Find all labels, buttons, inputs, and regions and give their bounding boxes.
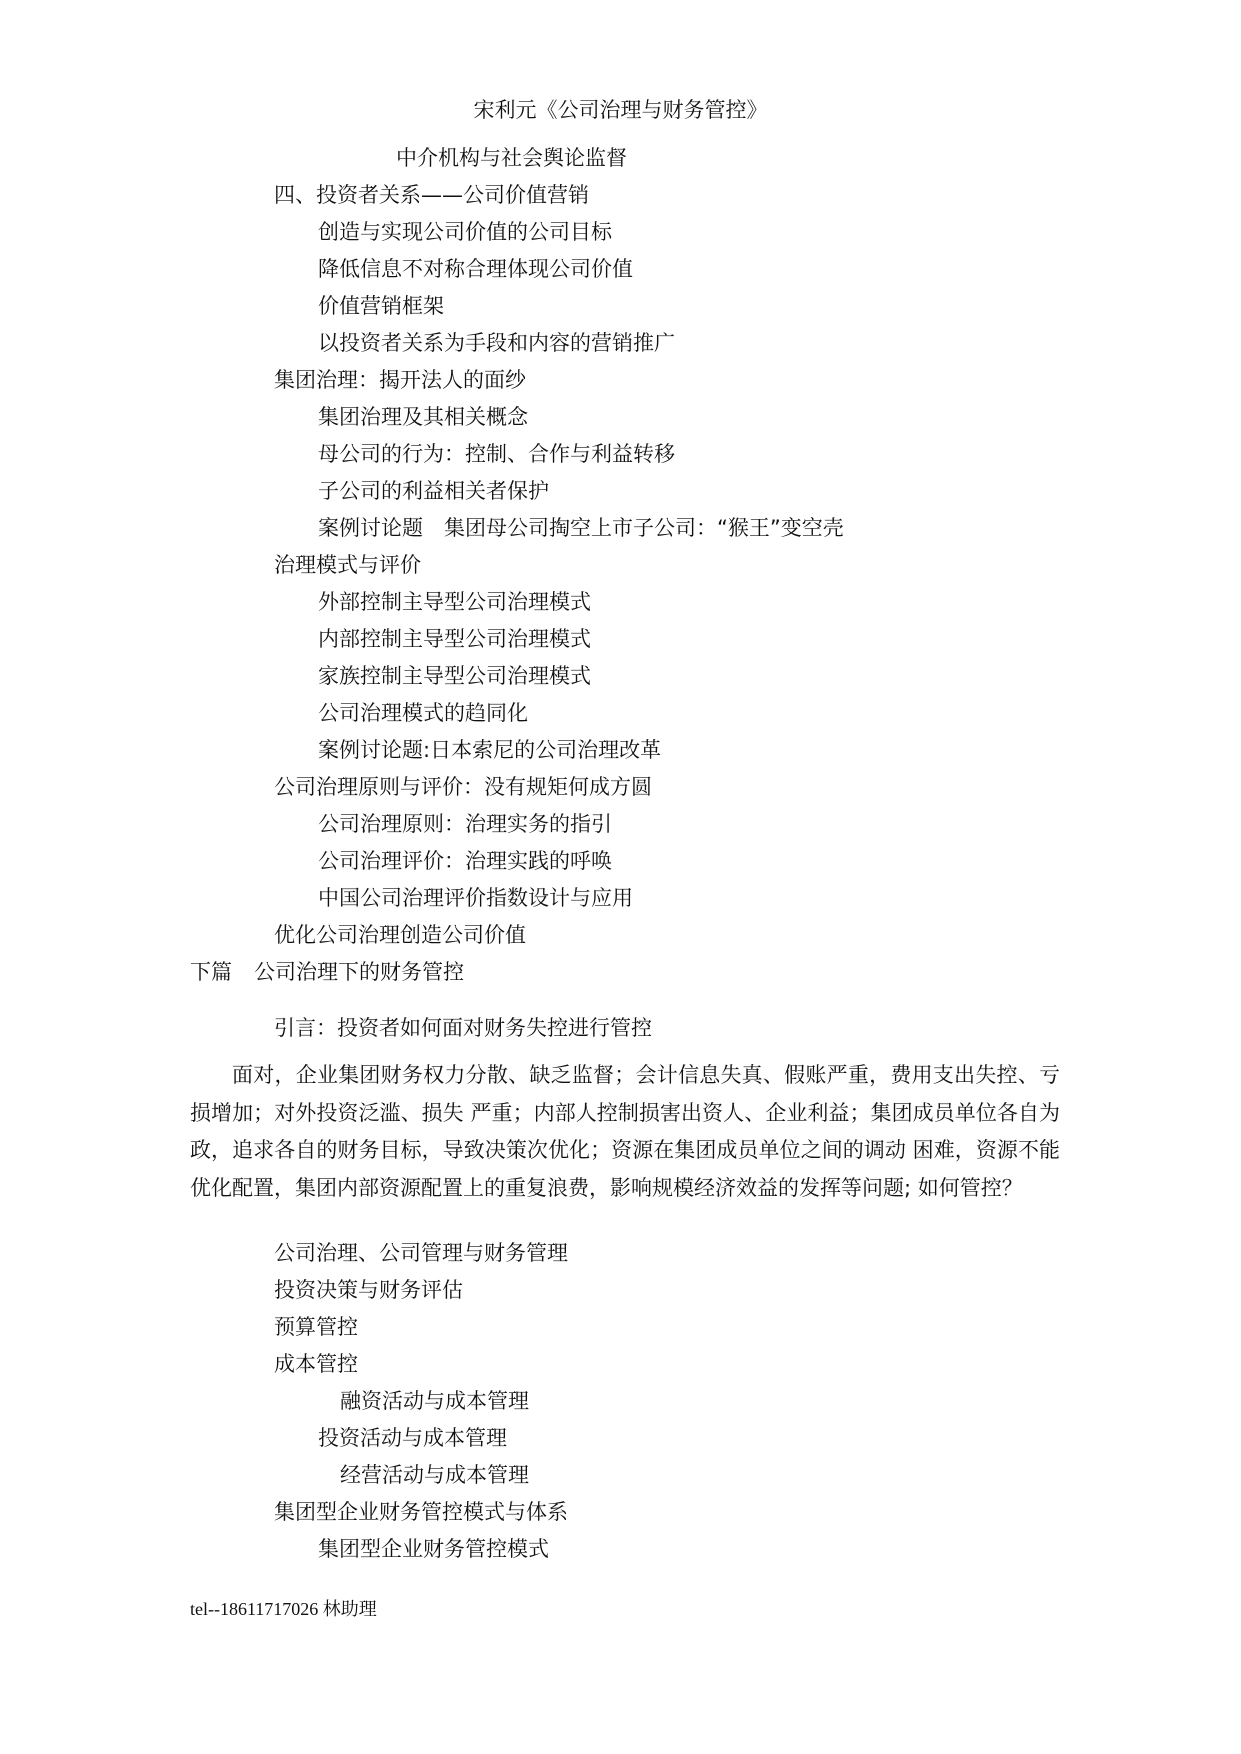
outline-item: 外部控制主导型公司治理模式 [318, 590, 591, 614]
outline-item: 融资活动与成本管理 [340, 1389, 529, 1413]
outline-item: 价值营销框架 [318, 294, 444, 318]
outline-item: 案例讨论题:日本索尼的公司治理改革 [318, 738, 662, 762]
outline-heading: 公司治理原则与评价：没有规矩何成方圆 [274, 775, 652, 799]
outline-item: 家族控制主导型公司治理模式 [318, 664, 591, 688]
body-paragraph: 面对，企业集团财务权力分散、缺乏监督；会计信息失真、假账严重，费用支出失控、亏损增加；对外投资泛滥、损失 严重；内部人控制损害出资人、企业利益；集团成员单位各自为政，追求各自的财务目标，导致决策次优化；资源在集团成员单位之间的调动 困难，资源不能优化配置，集团内部资源配置上的重复浪费，影响规模经济效益的发挥等问题; 如何管控？ [190, 1063, 1060, 1200]
outline-heading: 公司治理、公司管理与财务管理 [274, 1241, 568, 1265]
footer-contact: tel--18611717026 林助理 [190, 1599, 377, 1619]
outline-item: 集团治理及其相关概念 [318, 405, 528, 429]
section-title: 公司治理下的财务管控 [254, 960, 464, 984]
section-heading [190, 958, 464, 986]
outline-heading: 预算管控 [274, 1315, 358, 1339]
outline-item: 母公司的行为：控制、合作与利益转移 [318, 442, 675, 466]
outline-item: 公司治理评价：治理实践的呼唤 [318, 849, 612, 873]
outline-item: 案例讨论题 集团母公司掏空上市子公司：“猴王”变空壳 [318, 516, 844, 540]
outline-heading: 优化公司治理创造公司价值 [274, 923, 526, 947]
outline-item: 中介机构与社会舆论监督 [396, 146, 627, 170]
document-title: 宋利元《公司治理与财务管控》 [473, 98, 768, 122]
outline-item: 经营活动与成本管理 [340, 1463, 529, 1487]
outline-heading: 治理模式与评价 [274, 553, 421, 577]
outline-item: 投资活动与成本管理 [318, 1426, 507, 1450]
outline-heading: 成本管控 [274, 1352, 358, 1376]
outline-item: 集团型企业财务管控模式 [318, 1537, 549, 1561]
outline-item: 降低信息不对称合理体现公司价值 [318, 257, 633, 281]
section-label: 下篇 [190, 960, 232, 984]
outline-heading: 集团治理：揭开法人的面纱 [274, 368, 526, 392]
outline-item: 创造与实现公司价值的公司目标 [318, 220, 612, 244]
outline-heading: 投资决策与财务评估 [274, 1278, 463, 1302]
outline-item: 公司治理模式的趋同化 [318, 701, 528, 725]
outline-heading: 引言：投资者如何面对财务失控进行管控 [274, 1016, 652, 1040]
outline-item: 子公司的利益相关者保护 [318, 479, 549, 503]
outline-heading: 集团型企业财务管控模式与体系 [274, 1500, 568, 1524]
outline-item: 中国公司治理评价指数设计与应用 [318, 886, 633, 910]
outline-item: 以投资者关系为手段和内容的营销推广 [318, 331, 675, 355]
outline-item: 公司治理原则：治理实务的指引 [318, 812, 612, 836]
outline-heading: 四、投资者关系——公司价值营销 [274, 183, 589, 207]
outline-item: 内部控制主导型公司治理模式 [318, 627, 591, 651]
